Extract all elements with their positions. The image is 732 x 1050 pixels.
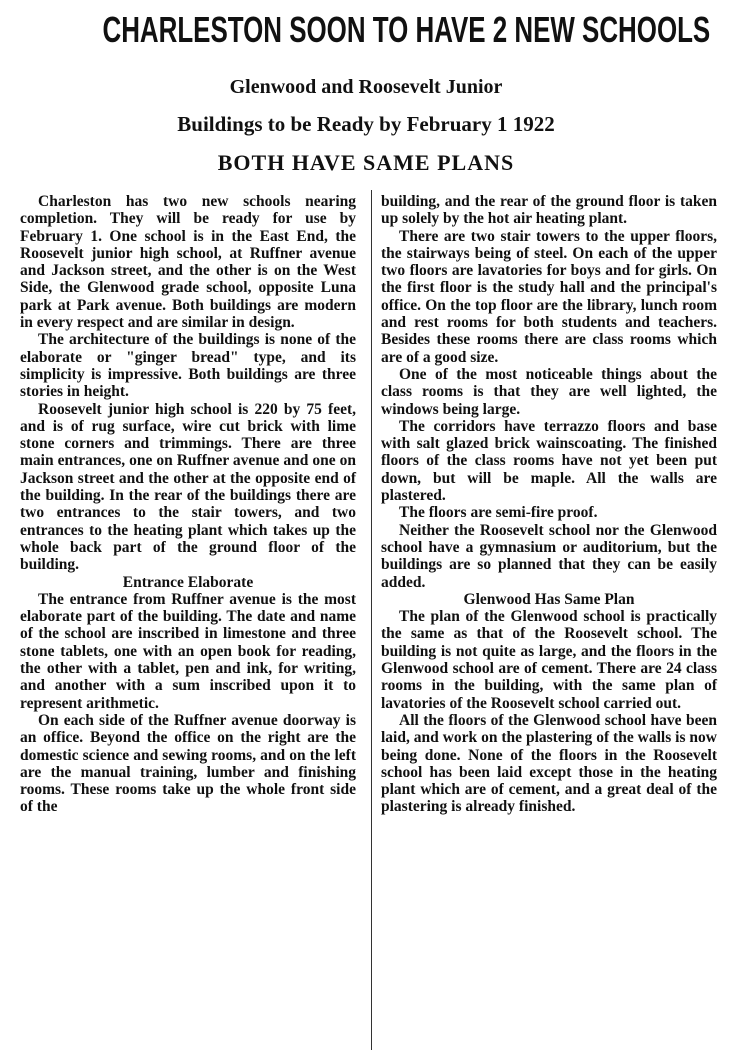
paragraph: Neither the Roosevelt school nor the Glenwood school have a gymnasium or auditorium, but the buildings are so planned that they can be easily added.	[381, 521, 717, 591]
paragraph: One of the most noticeable things about the class rooms is that they are well lighted, the windows being large.	[381, 365, 717, 418]
headline: CHARLESTON SOON TO HAVE 2 NEW SCHOOLS	[102, 9, 711, 50]
paragraph: Charleston has two new schools nearing completion. They will be ready for use by February 1. One school is in the East End, the Roosevelt junior high school, at Ruffner avenue and Jackson street, and the other is on the West Side, the Glenwood grade school, opposite Luna park at Park avenue. Both buildings are modern in every respect and are similar in design.	[20, 193, 356, 332]
right-column	[381, 193, 717, 816]
paragraph: The corridors have terrazzo floors and base with salt glazed brick wainscoating. The finished floors of the class rooms have not yet been put down, but will be maple. All the walls are plastered.	[381, 417, 717, 505]
paragraph: The floors are semi-fire proof.	[399, 504, 598, 522]
section-heading: Glenwood Has Same Plan	[463, 590, 635, 608]
paragraph: On each side of the Ruffner avenue doorway is an office. Beyond the office on the right are the domestic science and sewing rooms, and on the left are the manual training, lumber and finishing rooms. These rooms take up the whole front side of the	[20, 711, 356, 816]
paragraph: building, and the rear of the ground floor is taken up solely by the hot air heating plant.	[381, 193, 717, 228]
paragraph: All the floors of the Glenwood school have been laid, and work on the plastering of the walls is now being done. None of the floors in the Roosevelt school has been laid except those in the heating plant which are of cement, and a great deal of the plastering is already finished.	[381, 711, 717, 816]
column-divider	[371, 190, 372, 1050]
paragraph: There are two stair towers to the upper floors, the stairways being of steel. On each of the upper two floors are lavatories for boys and for girls. On the first floor is the study hall and the principal's office. On the top floor are the library, lunch room and rest rooms for both students and teachers. Besides these rooms there are class rooms which are of a good size.	[381, 227, 717, 366]
paragraph: The architecture of the buildings is none of the elaborate or "ginger bread" type, and its simplicity is impressive. Both buildings are three stories in height.	[20, 331, 356, 401]
paragraph: The plan of the Glenwood school is practically the same as that of the Roosevelt school. The building is not quite as large, and the floors in the Glenwood school are of cement. There are 24 class rooms in the building, with the same plan of lavatories of the Roosevelt school carried out.	[381, 608, 717, 712]
subhead-plans: BOTH HAVE SAME PLANS	[217, 150, 515, 175]
left-column	[20, 193, 356, 816]
subhead-schools: Glenwood and Roosevelt Junior	[229, 76, 503, 98]
section-heading: Entrance Elaborate	[122, 573, 254, 591]
paragraph: Roosevelt junior high school is 220 by 75 feet, and is of rug surface, wire cut brick with lime stone corners and trimmings. There are three main entrances, one on Ruffner avenue and one on Jackson street and the other at the opposite end of the building. In the rear of the buildings there are two entrances to the stair towers, and two entrances to the heating plant which takes up the whole back part of the ground floor of the building.	[20, 400, 356, 574]
paragraph: The entrance from Ruffner avenue is the most elaborate part of the building. The date and name of the school are inscribed in limestone and three stone tablets, one with an open book for reading, the other with a tablet, pen and ink, for writing, and another with a sum inscribed upon it to represent arithmetic.	[20, 590, 356, 712]
subhead-date: Buildings to be Ready by February 1 1922	[177, 112, 555, 136]
